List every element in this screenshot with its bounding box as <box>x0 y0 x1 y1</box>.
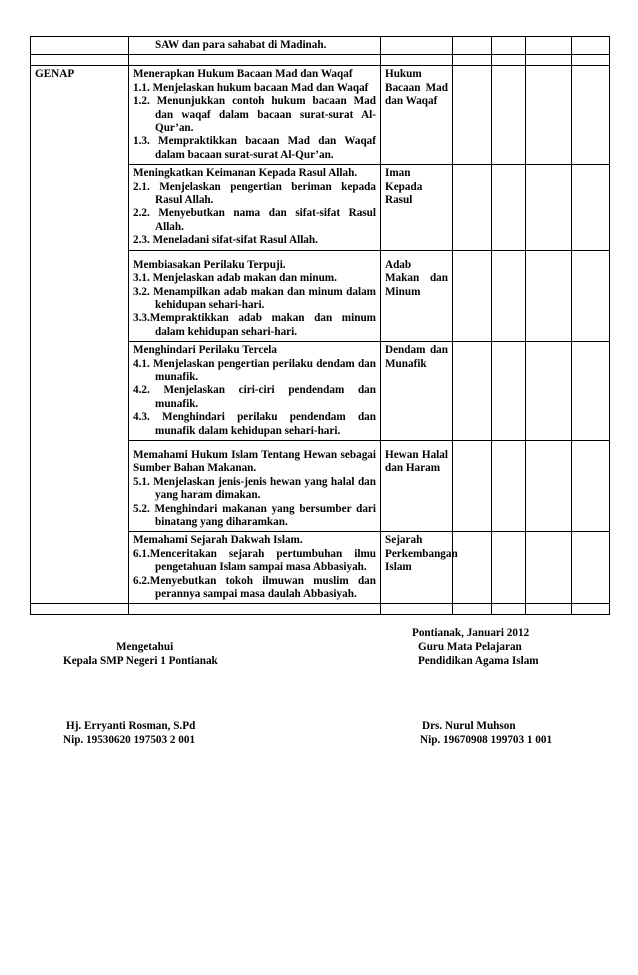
materi-text: Iman Kepada Rasul <box>385 167 423 207</box>
materi-text: Dendam dan Munafik <box>385 344 448 370</box>
materi-cell <box>381 342 453 441</box>
materi-cell <box>381 66 453 165</box>
right-label-1: Guru Mata Pelajaran <box>418 641 522 653</box>
empty-cell <box>572 532 610 604</box>
table-row <box>31 342 610 441</box>
kompetensi-cell <box>129 342 381 441</box>
empty-cell <box>492 165 526 250</box>
left-signatory-nip: Nip. 19530620 197503 2 001 <box>63 734 196 746</box>
kompetensi-cell <box>129 165 381 250</box>
empty-cell <box>492 342 526 441</box>
materi-text: Sejarah Perkembangan Islam <box>385 534 458 574</box>
right-signatory-name: Drs. Nurul Muhson <box>422 720 516 732</box>
materi-cell <box>381 532 458 604</box>
kompetensi-title: Menerapkan Hukum Bacaan Mad dan Waqaf <box>133 68 353 81</box>
table-row-top <box>31 37 610 55</box>
indikator-item: 2.2. Menyebutkan nama dan sifat-sifat Rasul Allah. <box>133 207 376 233</box>
kompetensi-cell <box>129 532 381 604</box>
materi-cell <box>381 165 453 250</box>
empty-cell <box>492 250 526 341</box>
left-label-2: Kepala SMP Negeri 1 Pontianak <box>63 655 218 667</box>
syllabus-table <box>30 36 610 615</box>
indikator-item: 6.1.Menceritakan sejarah pertumbuhan ilmu pengetahuan Islam sampai masa Abbasiyah. <box>133 547 376 574</box>
semester-cell <box>31 532 129 604</box>
empty-cell <box>453 250 492 341</box>
empty-cell <box>572 342 610 441</box>
empty-cell <box>526 250 572 341</box>
indikator-item: 1.2. Menunjukkan contoh hukum bacaan Mad dan waqaf dalam bacaan surat-surat Al-Qur’an. <box>133 95 376 135</box>
indikator-item: 6.2.Menyebutkan tokoh ilmuwan muslim dan perannya sampai masa daulah Abbasiyah. <box>133 574 376 601</box>
empty-cell <box>526 532 572 604</box>
table-row <box>31 66 610 165</box>
empty-cell <box>453 342 492 441</box>
indikator-item: 5.2. Menghindari makanan yang bersumber dari binatang yang diharamkan. <box>133 502 376 528</box>
empty-cell <box>453 165 492 250</box>
kompetensi-title: Meningkatkan Keimanan Kepada Rasul Allah. <box>133 167 358 180</box>
materi-cell <box>381 440 453 531</box>
indikator-item: 1.1. Menjelaskan hukum bacaan Mad dan Waqaf <box>133 81 369 94</box>
semester-cell <box>31 250 129 341</box>
materi-text: Hewan Halal dan Haram <box>385 448 448 475</box>
indikator-item: 4.3. Menghindari perilaku pendendam dan munafik dalam kehidupan sehari-hari. <box>133 411 376 437</box>
empty-cell <box>572 250 610 341</box>
indikator-item: 1.3. Mempraktikkan bacaan Mad dan Waqaf dalam bacaan surat-surat Al-Qur’an. <box>133 135 376 161</box>
indikator-item: 3.2. Menampilkan adab makan dan minum dalam kehidupan sehari-hari. <box>133 285 376 311</box>
semester-cell <box>31 342 129 441</box>
empty-cell <box>453 532 492 604</box>
empty-cell <box>526 165 572 250</box>
table-row <box>31 532 610 604</box>
kompetensi-title: Memahami Hukum Islam Tentang Hewan sebagai Sumber Bahan Makanan. <box>133 448 376 475</box>
right-place-date: Pontianak, Januari 2012 <box>412 627 530 639</box>
semester-cell <box>31 440 129 531</box>
kompetensi-cell <box>129 250 381 341</box>
table-row <box>31 250 610 341</box>
indikator-item: 3.3.Mempraktikkan adab makan dan minum dalam kehidupan sehari-hari. <box>133 312 376 338</box>
kompetensi-title: Memahami Sejarah Dakwah Islam. <box>133 534 303 547</box>
kompetensi-title: Menghindari Perilaku Tercela <box>133 344 277 357</box>
semester-label: GENAP <box>35 68 75 81</box>
empty-cell <box>526 66 572 165</box>
indikator-item: 5.1. Menjelaskan jenis-jenis hewan yang halal dan yang haram dimakan. <box>133 475 376 502</box>
kompetensi-cell <box>129 66 381 165</box>
semester-body <box>31 66 610 604</box>
empty-cell <box>492 66 526 165</box>
empty-cell <box>572 440 610 531</box>
empty-cell <box>572 165 610 250</box>
semester-cell <box>31 165 129 250</box>
left-signatory-name: Hj. Erryanti Rosman, S.Pd <box>66 720 196 732</box>
empty-cell <box>526 342 572 441</box>
right-label-2: Pendidikan Agama Islam <box>418 655 539 667</box>
empty-cell <box>453 66 492 165</box>
indikator-item: 2.3. Meneladani sifat-sifat Rasul Allah. <box>133 234 318 247</box>
table-row <box>31 165 610 250</box>
empty-cell <box>492 440 526 531</box>
materi-cell <box>381 250 453 341</box>
indikator-item: 3.1. Menjelaskan adab makan dan minum. <box>133 272 337 285</box>
materi-text: Hukum Bacaan Mad dan Waqaf <box>385 68 448 108</box>
empty-cell <box>453 440 492 531</box>
table-row <box>31 440 610 531</box>
empty-cell <box>526 440 572 531</box>
table-row-spacer <box>31 55 610 66</box>
top-row-text: SAW dan para sahabat di Madinah. <box>129 37 381 55</box>
left-label-1: Mengetahui <box>116 641 174 653</box>
kompetensi-title: Membiasakan Perilaku Terpuji. <box>133 258 286 271</box>
indikator-item: 4.2. Menjelaskan ciri-ciri pendendam dan munafik. <box>133 384 376 410</box>
semester-cell <box>31 66 129 165</box>
empty-cell <box>572 66 610 165</box>
materi-text: Adab Makan dan Minum <box>385 258 448 298</box>
indikator-item: 2.1. Menjelaskan pengertian beriman kepada Rasul Allah. <box>133 180 376 207</box>
table-row-spacer-bottom <box>31 604 610 615</box>
right-signatory-nip: Nip. 19670908 199703 1 001 <box>420 734 553 746</box>
indikator-item: 4.1. Menjelaskan pengertian perilaku dendam dan munafik. <box>133 357 376 383</box>
empty-cell <box>492 532 526 604</box>
kompetensi-cell <box>129 440 381 531</box>
